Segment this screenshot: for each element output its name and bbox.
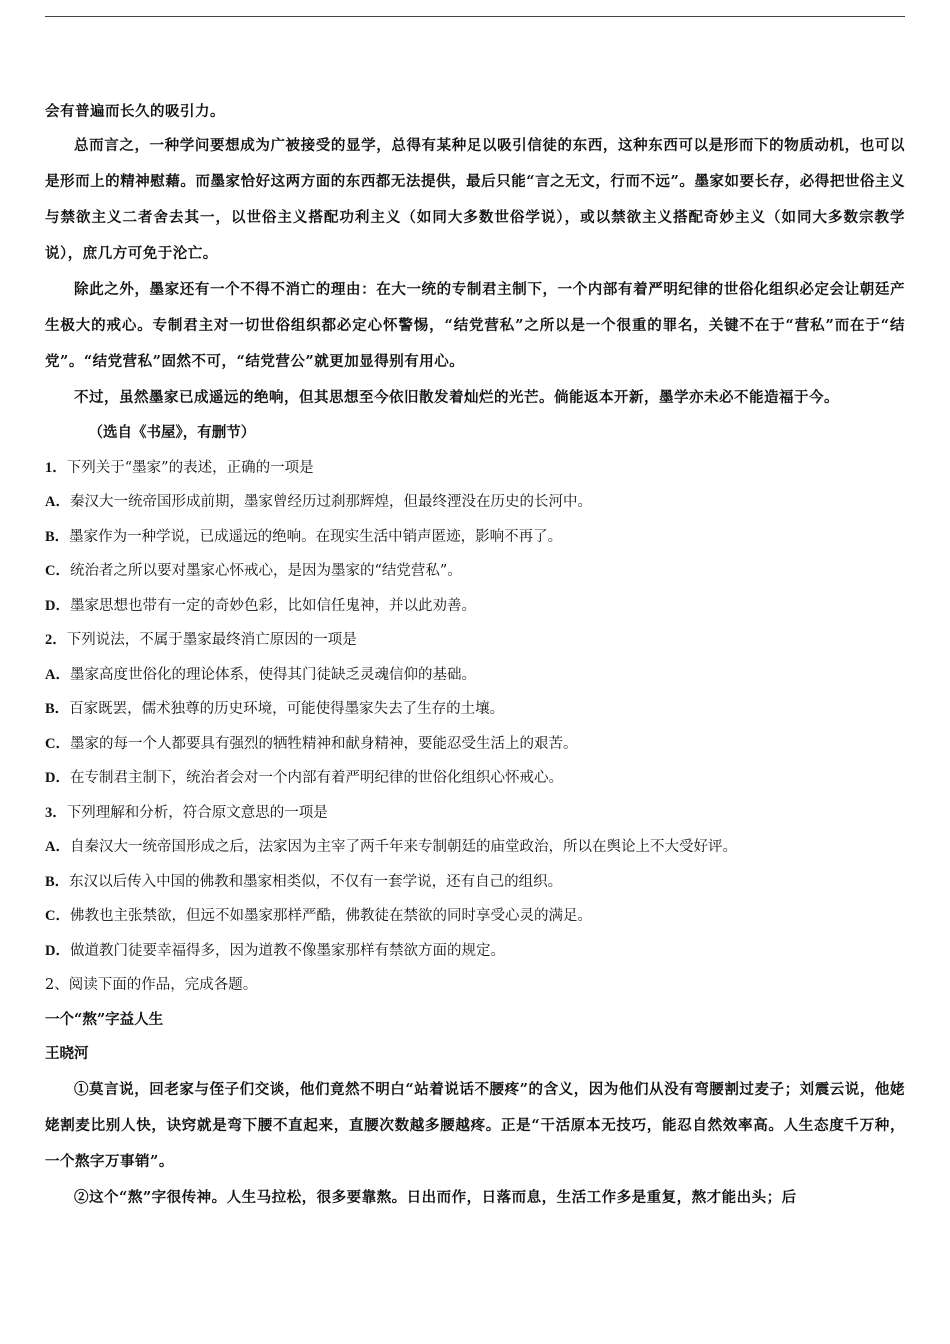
question-3-stem: 3．下列理解和分析，符合原文意思的一项是 [45,804,328,821]
question-2-option-d: D．在专制君主制下，统治者会对一个内部有着严明纪律的世俗化组织心怀戒心。 [45,770,563,786]
document-page [45,96,905,1216]
question-1-option-d: D．墨家思想也带有一定的奇妙色彩，比如信任鬼神，并以此劝善。 [45,597,476,614]
option-text: 自秦汉大一统帝国形成之后，法家因为主宰了两千年来专制朝廷的庙堂政治，所以在舆论上不大受好评。 [69,839,737,855]
option-text: 做道教门徒要幸福得多，因为道教不像墨家那样有禁欲方面的规定。 [69,942,505,959]
option-letter: D [45,597,56,614]
question-1-option-c: C．统治者之所以要对墨家心怀戒心，是因为墨家的“结党营私”。 [45,563,462,579]
option-letter: B [45,701,55,717]
option-text: 百家既罢，儒术独尊的历史环境，可能使得墨家失去了生存的土壤。 [69,701,505,717]
option-letter: A [45,494,56,510]
question-1-option-b: B．墨家作为一种学说，已成遥远的绝响。在现实生活中销声匿迹，影响不再了。 [45,528,563,545]
option-text: 统治者之所以要对墨家心怀戒心，是因为墨家的“结党营私”。 [69,563,462,579]
option-letter: A [45,839,56,855]
option-text: 墨家的每一个人都要具有强烈的牺牲精神和献身精神，要能忍受生活上的艰苦。 [69,735,578,752]
question-2-option-a: A．墨家高度世俗化的理论体系，使得其门徒缺乏灵魂信仰的基础。 [45,666,476,683]
option-letter: A [45,666,56,683]
question-2-stem: 2．下列说法，不属于墨家最终消亡原因的一项是 [45,632,357,648]
article-paragraph-2: ②这个“熬”字很传神。人生马拉松，很多要靠熬。日出而作，日落而息，生活工作多是重复，熬才能出头；后 [74,1188,797,1206]
question-text: 下列理解和分析，符合原文意思的一项是 [66,804,328,821]
question-text: 下列关于“墨家”的表述，正确的一项是 [66,459,314,476]
question-3-option-d: D．做道教门徒要幸福得多，因为道教不像墨家那样有禁欲方面的规定。 [45,942,505,959]
question-1-option-a: A．秦汉大一统帝国形成前期，墨家曾经历过刹那辉煌，但最终湮没在历史的长河中。 [45,494,592,510]
option-text: 在专制君主制下，统治者会对一个内部有着严明纪律的世俗化组织心怀戒心。 [69,770,563,786]
question-number: 3 [45,804,53,821]
passage-paragraph-1: 总而言之，一种学问要想成为广被接受的显学，总得有某种足以吸引信徒的东西，这种东西可以是形而下的物质动机，也可以是形而上的精神慰藉。而墨家恰好这两方面的东西都无法提供，最后只能“言之无文，行而不远”。墨家如要长存，必得把世俗主义与禁欲主义二者舍去其一，以世俗主义搭配功利主义（如同大多数世俗学说），或以禁欲主义搭配奇妙主义（如同大多数宗教学说），庶几方可免于沦亡。 [45,137,905,262]
option-letter: C [45,908,56,924]
question-2-option-b: B．百家既罢，儒术独尊的历史环境，可能使得墨家失去了生存的土壤。 [45,701,505,717]
question-2-option-c: C．墨家的每一个人都要具有强烈的牺牲精神和献身精神，要能忍受生活上的艰苦。 [45,735,578,752]
question-number: 1 [45,459,53,476]
passage-source: （选自《书屋》，有删节） [88,424,256,441]
option-text: 墨家作为一种学说，已成遥远的绝响。在现实生活中销声匿迹，影响不再了。 [69,528,563,545]
passage-paragraph-0: 会有普遍而长久的吸引力。 [45,103,225,120]
option-letter: D [45,770,56,786]
article-author: 王晓河 [45,1045,89,1062]
option-letter: B [45,873,55,890]
question-3-option-c: C．佛教也主张禁欲，但远不如墨家那样严酷，佛教徒在禁欲的同时享受心灵的满足。 [45,908,592,924]
option-text: 秦汉大一统帝国形成前期，墨家曾经历过刹那辉煌，但最终湮没在历史的长河中。 [69,494,592,510]
option-letter: C [45,563,56,579]
option-text: 墨家思想也带有一定的奇妙色彩，比如信任鬼神，并以此劝善。 [69,597,476,614]
option-letter: D [45,942,56,959]
option-text: 佛教也主张禁欲，但远不如墨家那样严酷，佛教徒在禁欲的同时享受心灵的满足。 [69,908,592,924]
question-number: 2 [45,632,53,648]
question-3-option-b: B．东汉以后传入中国的佛教和墨家相类似，不仅有一套学说，还有自己的组织。 [45,873,563,890]
question-text: 下列说法，不属于墨家最终消亡原因的一项是 [66,632,357,648]
option-text: 东汉以后传入中国的佛教和墨家相类似，不仅有一套学说，还有自己的组织。 [69,873,563,890]
article-title: 一个“熬”字益人生 [45,1010,164,1028]
header-rule [45,16,905,17]
passage-paragraph-2: 除此之外，墨家还有一个不得不消亡的理由：在大一统的专制君主制下，一个内部有着严明纪律的世俗化组织必定会让朝廷产生极大的戒心。专制君主对一切世俗组织都必定心怀警惕，“结党营私”之所以是一个很重的罪名，关键不在于“营私”而在于“结党”。“结党营私”固然不可，“结党营公”就更加显得别有用心。 [45,281,905,370]
article-paragraph-1: ①莫言说，回老家与侄子们交谈，他们竟然不明白“站着说话不腰疼”的含义，因为他们从没有弯腰割过麦子；刘震云说，他姥姥割麦比别人快，诀窍就是弯下腰不直起来，直腰次数越多腰越疼。正是“干活原本无技巧，能忍自然效率高。人生态度千万种，一个熬字万事销”。 [45,1080,905,1170]
option-letter: C [45,735,56,752]
passage-paragraph-3: 不过，虽然墨家已成遥远的绝响，但其思想至今依旧散发着灿烂的光芒。倘能返本开新，墨学亦未必不能造福于今。 [74,389,839,406]
option-text: 墨家高度世俗化的理论体系，使得其门徒缺乏灵魂信仰的基础。 [69,666,476,683]
question-1-stem: 1．下列关于“墨家”的表述，正确的一项是 [45,459,314,476]
section-2-heading: 2、阅读下面的作品，完成各题。 [45,977,258,993]
option-letter: B [45,528,55,545]
question-3-option-a: A．自秦汉大一统帝国形成之后，法家因为主宰了两千年来专制朝廷的庙堂政治，所以在舆论上不大受好评。 [45,839,737,855]
